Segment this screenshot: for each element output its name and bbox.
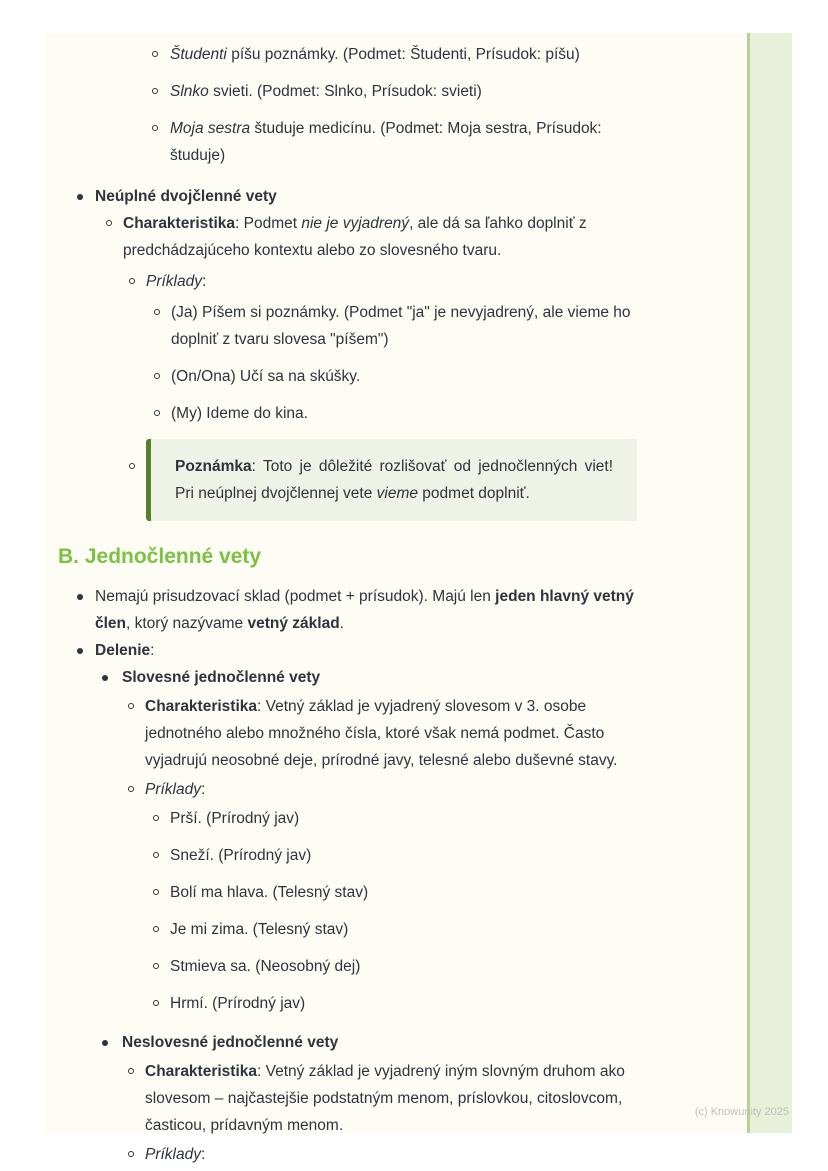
bold-label: Charakteristika [123,215,236,232]
list-item [122,1058,650,1139]
list-item: Sneží. (Prírodný jav) [145,842,650,869]
text-segment: študuje medicínu. (Podmet: Moja sestra, Prísudok: študuje) [170,120,602,164]
list-item: Prší. (Prírodný jav) [145,805,650,832]
list-item: (Ja) Píšem si poznámky. (Podmet "ja" je nevyjadrený, ale vieme ho doplniť z tvaru slovesa "píšem") [146,299,650,353]
list-item: (On/Ona) Učí sa na skúšky. [146,363,650,390]
list-item: (My) Ideme do kina. [146,400,650,427]
list-item [122,776,650,1017]
text-segment: : Toto je dôležité rozlišovať od jednočlenných viet! Pri neúplnej dvojčlennej vete [175,458,613,502]
list-item [58,78,650,105]
list-item [58,115,650,169]
text-segment: , ale dá sa ľahko doplniť z predchádzajúceho kontextu alebo zo slovesného tvaru. [123,215,587,259]
text-segment: Nemajú prisudzovací sklad (podmet + prísudok). Majú len [95,588,496,605]
list-item [123,268,650,427]
text-segment: : [201,1146,206,1163]
neuplne-examples-list [146,299,650,427]
list-item [58,583,650,637]
jednoclenne-list [58,583,650,1168]
dvojclenne-examples-list [58,41,650,169]
neslovesne-detail-list [122,1058,650,1168]
list-item-title: Neslovesné jednočlenné vety [122,1034,339,1051]
italic-label: Príklady [146,273,202,290]
list-item: Stmieva sa. (Neosobný dej) [145,953,650,980]
list-item: Bolí ma hlava. (Telesný stav) [145,879,650,906]
delenie-sublist [95,664,650,1168]
text-segment: Slnko [170,83,209,100]
bold-label: Charakteristika [145,698,258,715]
list-item [122,1141,650,1168]
text-segment: , ktorý nazývame [126,615,248,632]
list-item [95,664,650,1017]
slovesne-detail-list [122,693,650,1017]
bold-label: jeden hlavný vetný člen [95,588,634,632]
note-box [146,439,637,521]
text-segment: : Podmet [235,215,302,232]
list-item: Hrmí. (Prírodný jav) [145,990,650,1017]
text-segment: : [201,781,206,798]
page-accent-bar [747,33,792,1133]
list-item [58,41,650,68]
neuplne-detail-list [123,268,650,521]
text-segment: : [150,642,155,659]
text-segment: : Vetný základ je vyjadrený iným slovným druhom ako slovesom – najčastejšie podstatným menom, príslovkou, citoslovcom, časticou, prídavným menom. [145,1063,625,1134]
list-item [58,637,650,1168]
italic-label: Príklady [145,781,201,798]
note-list-item [123,439,650,521]
text-segment: Študenti [170,46,227,63]
list-item [95,210,650,521]
text-segment: : [202,273,207,290]
text-segment: . [339,615,344,632]
page-content [58,41,650,1168]
list-item [95,1029,650,1168]
list-item-title: Slovesné jednočlenné vety [122,669,321,686]
bold-label: Poznámka [175,458,252,475]
watermark: (c) Knowunity 2025 [694,1106,789,1118]
section-heading: B. Jednočlenné vety [58,545,262,568]
bold-label: vetný základ [247,615,340,632]
bold-label: Delenie [95,642,151,659]
list-item-title: Neúplné dvojčlenné vety [95,188,277,205]
document-page [45,33,792,1163]
neuplne-vety-list [58,183,650,521]
text-segment: : Vetný základ je vyjadrený slovesom v 3. osobe jednotného alebo množného čísla, ktoré však nemá podmet. Často vyjadrujú neosobné deje, prírodné javy, telesné alebo duševné stavy. [145,698,618,769]
text-segment: podmet doplniť. [418,485,530,502]
text-segment: píšu poznámky. (Podmet: Študenti, Prísudok: píšu) [226,46,580,63]
text-segment: Moja sestra [170,120,251,137]
text-segment: vieme [376,485,418,502]
slovesne-examples-list [145,805,650,1017]
list-item: Je mi zima. (Telesný stav) [145,916,650,943]
list-item [58,183,650,521]
neuplne-sublist [95,210,650,521]
italic-label: Príklady [145,1146,201,1163]
text-segment: svieti. (Podmet: Slnko, Prísudok: svieti) [208,83,482,100]
bold-label: Charakteristika [145,1063,258,1080]
text-segment: nie je vyjadrený [301,215,410,232]
list-item [122,693,650,774]
